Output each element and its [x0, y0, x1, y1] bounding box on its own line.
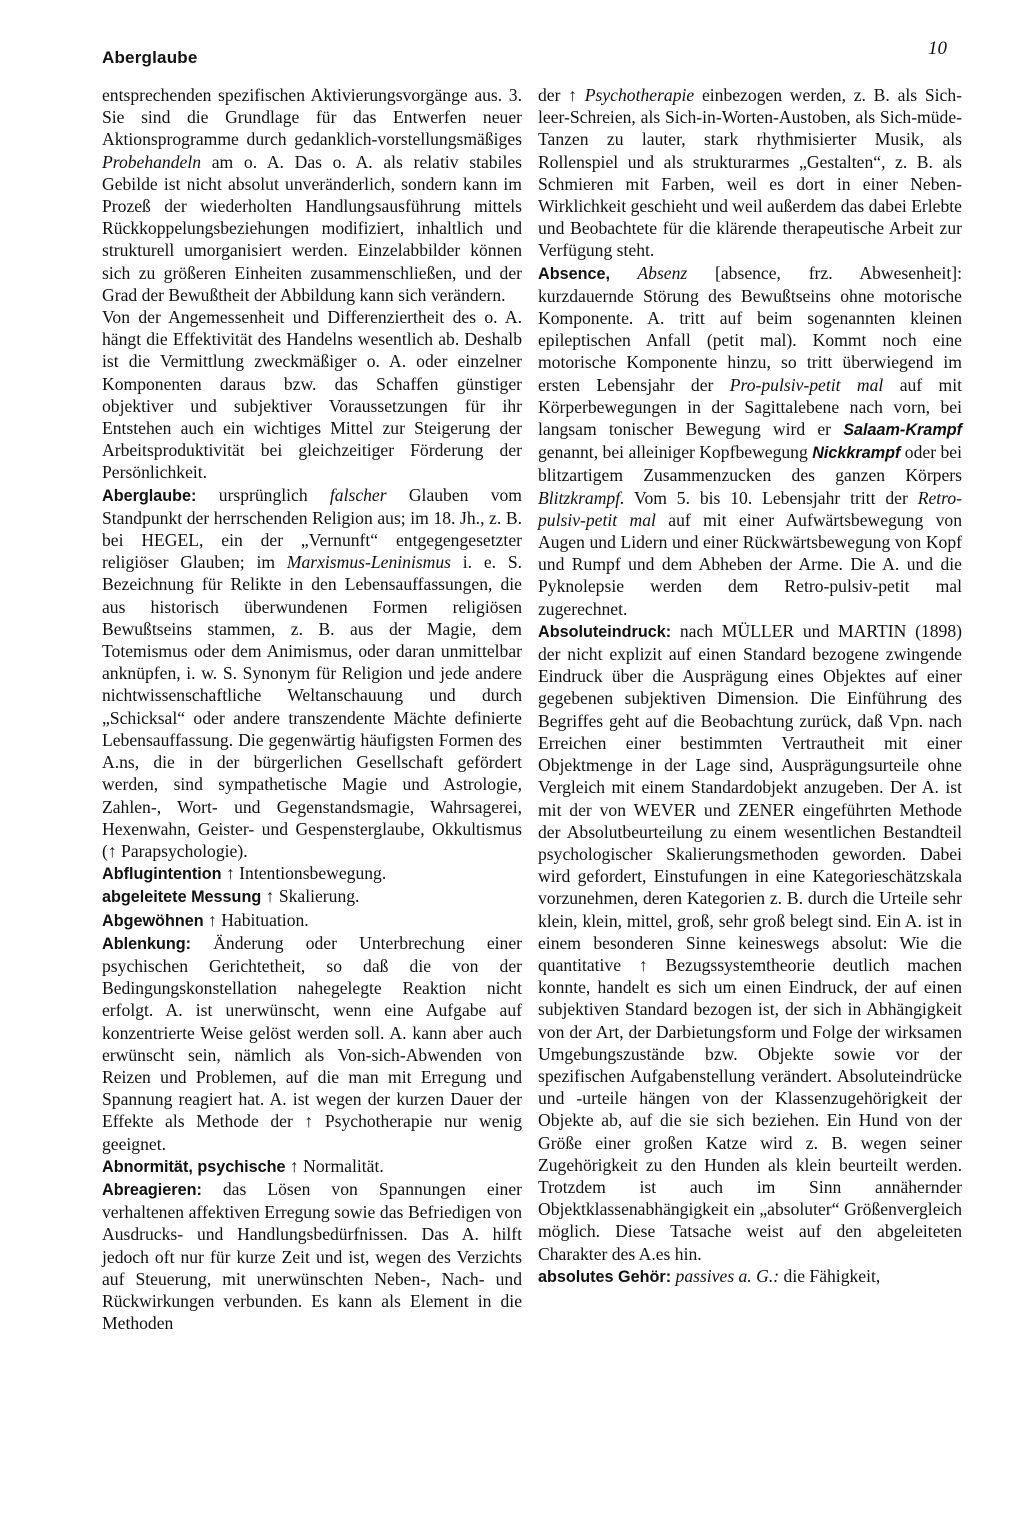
entry-continuation: der ↑ Psychotherapie einbezogen werden, z. B. als Sich-leer-Schreien, als Sich-in-Worten-Austoben, als Sich-müde-Tanzen zu lauter, stark rhythmisierter Musik, als Rollenspiel und als strukturarmes „Gestalten“, z. B. als Schmieren mit Farben, weil es dort in einer Neben-Wirklichkeit geschieht und weil außerdem das dabei Erlebte und Beobachtete für die klärende therapeutische Arbeit zur Verfügung steht.: [538, 85, 962, 261]
running-head: Aberglaube: [102, 48, 198, 67]
entry-paragraph: Von der Angemessenheit und Differenziertheit des o. A. hängt die Effektivität des Handelns wesentlich ab. Deshalb ist die Vermittlung zweckmäßiger o. A. oder einzelner Komponenten daraus bzw. das Schaffen günstiger objektiver und subjektiver Voraussetzungen für ihr Entstehen auch ein wichtiges Mittel zur Steigerung der Arbeitsproduktivität bei gleichzeitiger Förderung der Persönlichkeit.: [102, 307, 522, 483]
cross-reference: ↑ Normalität.: [285, 1155, 384, 1176]
headword: Ablenkung:: [102, 934, 192, 953]
page-number: 10: [928, 38, 947, 59]
left-column: [102, 84, 522, 1334]
headword: Absence,: [538, 264, 610, 283]
cross-reference: ↑ Skalierung.: [261, 886, 360, 907]
headword: absolutes Gehör:: [538, 1267, 672, 1286]
entry-abgewoehnen: [102, 909, 522, 932]
entry-absoluteindruck: Absoluteindruck: nach MÜLLER und MARTIN (1898) der nicht explizit auf einen Standard bezogene zwingende Eindruck über die Ausprägung eines Objektes auf einer gegebenen subjektiven Dimension. Die Einführung des Begriffes geht auf die Beobachtung zurück, daß Vpn. nach Erreichen einer bestimmten Vertrautheit mit einer Objektmenge in der Lage sind, Ausprägungsurteile ohne Vergleich mit einem Standardobjekt anzugeben. Der A. ist mit der von WEVER und ZENER eingeführten Methode der Absolutbeurteilung zu einem wesentlichen Bestandteil psychologischer Skalierungsmethoden geworden. Dabei wird gefordert, Einstufungen in eine Kategorieschätzskala vorzunehmen, deren Kategorien z. B. durch die Urteile sehr klein, klein, mittel, groß, sehr groß belegt sind. Ein A. ist in einem besonderen Sinne keineswegs absolut: Wie die quantitative ↑ Bezugssystemtheorie deutlich machen konnte, handelt es sich um einen Eindruck, der auf einen subjektiven Standard bezogen ist, der sich in Abhängigkeit von der Art, der Darbietungsform und Folge der wirksamen Umgebungszustände bzw. Objekte sowie vor der spezifischen Aufgabenstellung verändert. Absoluteindrücke und -urteile hängen von der Klassenzugehörigkeit der Objekte ab, auf die sie sich beziehen. Ein Hund von der Größe einer großen Katze wird z. B. wegen seiner Zugehörigkeit zu den Hunden als klein beurteilt werden. Trotzdem ist auch im Sinn annähernder Objektklassenabhängigkeit ein „absoluter“ Größenvergleich möglich. Diese Tatsache weist auf den abgeleiteten Charakter des A.es hin.: [538, 620, 962, 1264]
headword: Abflugintention: [102, 865, 222, 884]
headword: abgeleitete Messung: [102, 888, 262, 907]
headword: Aberglaube:: [102, 486, 197, 505]
cross-reference: ↑ Intentionsbewegung.: [221, 863, 387, 884]
entry-abflugintention: [102, 862, 522, 885]
headword: Abgewöhnen: [102, 911, 204, 930]
entry-absolutes-gehoer: absolutes Gehör: passives a. G.: die Fähigkeit,: [538, 1265, 881, 1286]
entry-abgeleitete-messung: [102, 885, 522, 908]
headword: Absoluteindruck:: [538, 622, 672, 641]
entry-continuation: entsprechenden spezifischen Aktivierungsvorgänge aus. 3. Sie sind die Grundlage für das Entwerfen neuer Aktionsprogramme durch gedanklich-vorstellungsmäßiges Probehandeln am o. A. Das o. A. als relativ stabiles Gebilde ist nicht absolut unveränderlich, sondern kann im Prozeß der wiederholten Handlungsausführung mittels Rückkoppelungsbeziehungen modifiziert, inhaltlich und strukturell umorganisiert werden. Einzelabbilder können sich zu größeren Einheiten zusammenschließen, und der Grad der Bewußtheit der Abbildung kann sich verändern.: [102, 85, 522, 305]
entry-abreagieren: Abreagieren: das Lösen von Spannungen einer verhaltenen affektiven Erregung sowie das Befriedigen von Ausdrucks- und Handlungsbedürfnissen. Das A. hilft jedoch oft nur für kurze Zeit und ist, wegen des Verzichts auf Steuerung, mit unerwünschten Neben-, Nach- und Rückwirkungen verbunden. Es kann als Element in die Methoden: [102, 1178, 522, 1334]
right-column: [538, 84, 962, 1288]
entry-absence: Absence, Absenz [absence, frz. Abwesenheit]: kurzdauernde Störung des Bewußtseins ohne motorische Komponente. A. tritt auf beim sogenannten kleinen epileptischen Anfall (petit mal). Kommt noch eine motorische Komponente hinzu, so tritt überwiegend im ersten Lebensjahr der Pro-pulsiv-petit mal auf mit Körperbewegungen in der Sagittalebene nach vorn, bei langsam tonischer Bewegung wird er Salaam-Krampf genannt, bei alleiniger Kopfbewegung Nickkrampf oder bei blitzartigem Zusammenzucken des ganzen Körpers Blitzkrampf. Vom 5. bis 10. Lebensjahr tritt der Retro-pulsiv-petit mal auf mit einer Aufwärtsbewegung von Augen und Lidern und einer Rückwärtsbewegung von Kopf und Rumpf und dem Abheben der Arme. Die A. und die Pyknolepsie werden dem Retro-pulsiv-petit mal zugerechnet.: [538, 262, 962, 619]
headword: Abnormität, psychische: [102, 1157, 286, 1176]
cross-reference: ↑ Habituation.: [203, 909, 309, 930]
entry-aberglaube: Aberglaube: ursprünglich falscher Glauben vom Standpunkt der herrschenden Religion aus; im 18. Jh., z. B. bei HEGEL, ein der „Vernunft“ entgegengesetzter religiöser Glauben; im Marxismus-Leninismus i. e. S. Bezeichnung für Relikte in den Lebensauffassungen, die aus historisch überwundenen Formen religiösen Bewußtseins stammen, z. B. aus der Magie, dem Totemismus oder dem Animismus, oder daran unmittelbar anknüpfen, i. w. S. Synonym für Religion und jede andere nichtwissenschaftliche Weltanschauung und durch „Schicksal“ oder andere transzendente Mächte definierte Lebensauffassung. Die gegenwärtig häufigsten Formen des A.ns, die in der bürgerlichen Gesellschaft gefördert werden, sind sympathetische Magie und Astrologie, Zahlen-, Wort- und Gegenstandsmagie, Wahrsagerei, Hexenwahn, Geister- und Gespensterglaube, Okkultismus (↑ Parapsychologie).: [102, 484, 523, 861]
headword: Abreagieren:: [102, 1180, 202, 1199]
entry-abnormitaet: [102, 1155, 522, 1178]
entry-ablenkung: Ablenkung: Änderung oder Unterbrechung einer psychischen Gerichtetheit, so daß die von der Bedingungskonstellation nahegelegte Reaktion nicht erfolgt. A. ist unerwünscht, wenn eine Aufgabe auf konzentrierte Weise gelöst werden soll. A. kann aber auch erwünscht sein, nämlich als Von-sich-Abwenden von Reizen und Problemen, auf die man mit Erregung und Spannung reagiert hat. A. ist wegen der kurzen Dauer der Effekte als Methode der ↑ Psychotherapie nur wenig geeignet.: [102, 932, 522, 1154]
